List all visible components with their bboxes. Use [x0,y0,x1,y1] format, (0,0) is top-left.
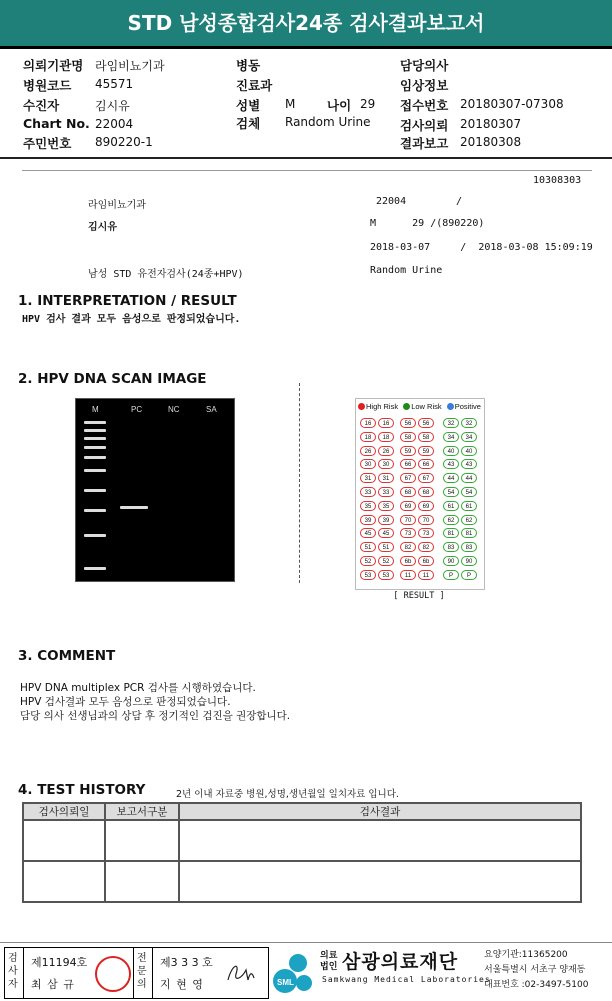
comment-line-3: 담당 의사 선생님과의 상담 후 정기적인 검진을 권장합니다. [20,710,291,722]
hpv-chip: P [461,570,477,580]
label-specimen: 검체 [236,116,261,131]
gel-lane-nc: NC [168,405,180,414]
gel-image [75,398,235,582]
logo-text: SML [277,978,294,987]
hpv-chip: 56 [418,418,434,428]
sml-logo-icon [270,947,318,997]
value-resident-no: 890220-1 [95,135,153,149]
hpv-chip: 67 [400,473,416,483]
hpv-chip: 35 [360,501,376,511]
examiner-license: 제11194호 [31,956,88,969]
hpv-chip: 59 [400,446,416,456]
label-department: 진료과 [236,78,273,93]
signature-icon [224,958,256,988]
result-caption: [ RESULT ] [393,591,445,601]
hpv-chip: 26 [360,446,376,456]
report-title: STD 남성종합검사24종 검사결과보고서 [0,0,612,49]
value-patient: 김시유 [95,99,130,113]
hpv-chip: 51 [360,542,376,552]
examiner-name: 최 삼 규 [31,978,75,991]
specialist-tag: 전문의 [137,953,147,990]
summary-clinic: 라임비뇨기과 [88,200,146,211]
hpv-chip: 32 [461,418,477,428]
hpv-chip: 90 [461,556,477,566]
comment-line-2: HPV 검사결과 모두 음성으로 판정되었습니다. [20,696,231,708]
hpv-chip: 52 [378,556,394,566]
summary-code: 10308303 [533,175,582,186]
hpv-chip: 16 [360,418,376,428]
section-scan-title: 2. HPV DNA SCAN IMAGE [18,371,207,387]
value-clinic: 라임비뇨기과 [95,59,165,73]
hpv-chip: 44 [443,473,459,483]
hpv-chip: 32 [443,418,459,428]
hpv-chip: 68 [400,487,416,497]
section-interpretation-title: 1. INTERPRETATION / RESULT [18,293,237,309]
hpv-chip: 43 [443,459,459,469]
hpv-chip: 35 [378,501,394,511]
patient-info [0,52,612,152]
hpv-chip: 58 [400,432,416,442]
label-patient: 수진자 [23,98,60,113]
hpv-chip: 53 [360,570,376,580]
summary-chart-no: 22004 [376,196,407,207]
hpv-chip: 11 [418,570,434,580]
hpv-chip: 31 [378,473,394,483]
summary-dates: 2018-03-07 / 2018-03-08 15:09:19 [370,242,593,253]
hpv-chip: 62 [443,515,459,525]
org-small: 의료법인 [320,951,338,972]
value-request-date: 20180307 [460,117,522,131]
label-clinical-info: 임상정보 [400,78,449,93]
hpv-result-grid [355,398,485,590]
interpretation-text: HPV 검사 결과 모두 음성으로 판정되었습니다. [22,314,241,325]
hpv-chip: 34 [443,432,459,442]
hpv-chip: 70 [418,515,434,525]
hpv-chip: 6b [400,556,416,566]
org-phone: 대표번호 :02-3497-5100 [484,980,589,990]
hpv-chip: 83 [461,542,477,552]
hpv-chip: 44 [461,473,477,483]
hpv-chip: 26 [378,446,394,456]
label-resident-no: 주민번호 [23,136,72,151]
summary-test: 남성 STD 유전자검사(24종+HPV) [88,269,244,280]
value-report-date: 20180308 [460,135,522,149]
history-header-request-date: 검사의뢰일 [23,803,105,820]
hpv-chip: 68 [418,487,434,497]
hpv-chip: 51 [378,542,394,552]
hpv-chip: 56 [400,418,416,428]
gel-lane-m: M [92,405,99,414]
history-header-result: 검사결과 [179,803,581,820]
value-sex: M [285,97,296,111]
low-risk-icon [403,403,410,410]
history-table [22,802,582,903]
hpv-chip: 59 [418,446,434,456]
section-history-title: 4. TEST HISTORY [18,782,146,798]
hpv-chip: 33 [378,487,394,497]
divider-thin [22,170,592,171]
specialist-box [133,947,269,999]
hpv-chip: 40 [443,446,459,456]
summary-specimen: Random Urine [370,265,443,276]
label-doctor: 담당의사 [400,58,449,73]
hpv-chip: 73 [400,528,416,538]
hpv-chip: 67 [418,473,434,483]
hpv-chip: 43 [461,459,477,469]
hpv-chip: 73 [418,528,434,538]
hpv-chip: 69 [418,501,434,511]
label-report-date: 결과보고 [400,136,449,151]
history-note: 2년 이내 자료중 병원,성명,생년월일 일치자료 입니다. [176,789,399,800]
value-specimen: Random Urine [285,115,371,129]
hpv-chip: 54 [461,487,477,497]
examiner-box [4,947,134,999]
hpv-chip: 70 [400,515,416,525]
value-hospital-code: 45571 [95,77,134,91]
legend-low-risk: Low Risk [411,402,442,411]
hpv-chip: 54 [443,487,459,497]
label-hospital-code: 병원코드 [23,78,72,93]
hpv-chip: 81 [461,528,477,538]
hpv-chip: 69 [400,501,416,511]
hpv-chip: 30 [360,459,376,469]
label-request-date: 검사의뢰 [400,118,449,133]
label-age: 나이 [327,98,352,113]
summary-patient: 김시유 [88,222,117,233]
hpv-legend [358,402,481,411]
divider-dashed [299,383,300,583]
hpv-chip: 33 [360,487,376,497]
hpv-chip: 90 [443,556,459,566]
label-clinic: 의뢰기관명 [23,58,84,73]
divider [0,157,612,159]
table-row [23,820,581,861]
high-risk-icon [358,403,365,410]
hpv-chip: 18 [378,432,394,442]
specialist-name: 지 현 영 [160,978,204,991]
hpv-chip: 82 [400,542,416,552]
seal-stamp [95,956,131,992]
value-receipt-no: 20180307-07308 [460,97,564,111]
hpv-chip: 66 [418,459,434,469]
hpv-chip: 45 [378,528,394,538]
gel-lane-sa: SA [206,405,217,414]
footer [0,942,612,1001]
hpv-chip: 34 [461,432,477,442]
history-header-report-type: 보고서구분 [105,803,179,820]
org-code: 요양기관:11365200 [484,950,568,960]
label-receipt-no: 접수번호 [400,98,449,113]
hpv-chip: 39 [378,515,394,525]
org-address: 서울특별시 서초구 양재동 [484,965,586,975]
legend-high-risk: High Risk [366,402,399,411]
table-row [23,861,581,902]
hpv-chip: 52 [360,556,376,566]
hpv-chip: 39 [360,515,376,525]
gel-lane-pc: PC [131,405,143,414]
hpv-chip: 61 [461,501,477,511]
value-age: 29 [360,97,376,111]
hpv-chip: 40 [461,446,477,456]
label-chart-no: Chart No. [23,116,90,131]
hpv-chip: P [443,570,459,580]
hpv-chip: 6b [418,556,434,566]
value-chart-no: 22004 [95,117,134,131]
hpv-chip: 61 [443,501,459,511]
hpv-chip: 82 [418,542,434,552]
hpv-chip: 11 [400,570,416,580]
section-comment-title: 3. COMMENT [18,648,116,664]
positive-icon [447,403,454,410]
hpv-chip: 16 [378,418,394,428]
hpv-chip: 62 [461,515,477,525]
specialist-license: 제3 3 3 호 [160,956,213,969]
hpv-chip: 18 [360,432,376,442]
hpv-chip: 81 [443,528,459,538]
summary-slash: / [456,196,463,207]
hpv-chip: 58 [418,432,434,442]
hpv-chip: 83 [443,542,459,552]
hpv-chip: 30 [378,459,394,469]
comment-line-1: HPV DNA multiplex PCR 검사를 시행하였습니다. [20,682,256,694]
org-english: Samkwang Medical Laboratories [322,975,491,984]
label-ward: 병동 [236,58,261,73]
org-name: 삼광의료재단 [342,951,459,973]
summary-sex-age: M 29 /(890220) [370,218,485,229]
hpv-chip: 53 [378,570,394,580]
label-sex: 성별 [236,98,261,113]
hpv-chip: 66 [400,459,416,469]
hpv-chip: 45 [360,528,376,538]
hpv-chip: 31 [360,473,376,483]
examiner-tag: 검사자 [8,953,18,990]
legend-positive: Positive [454,402,481,411]
